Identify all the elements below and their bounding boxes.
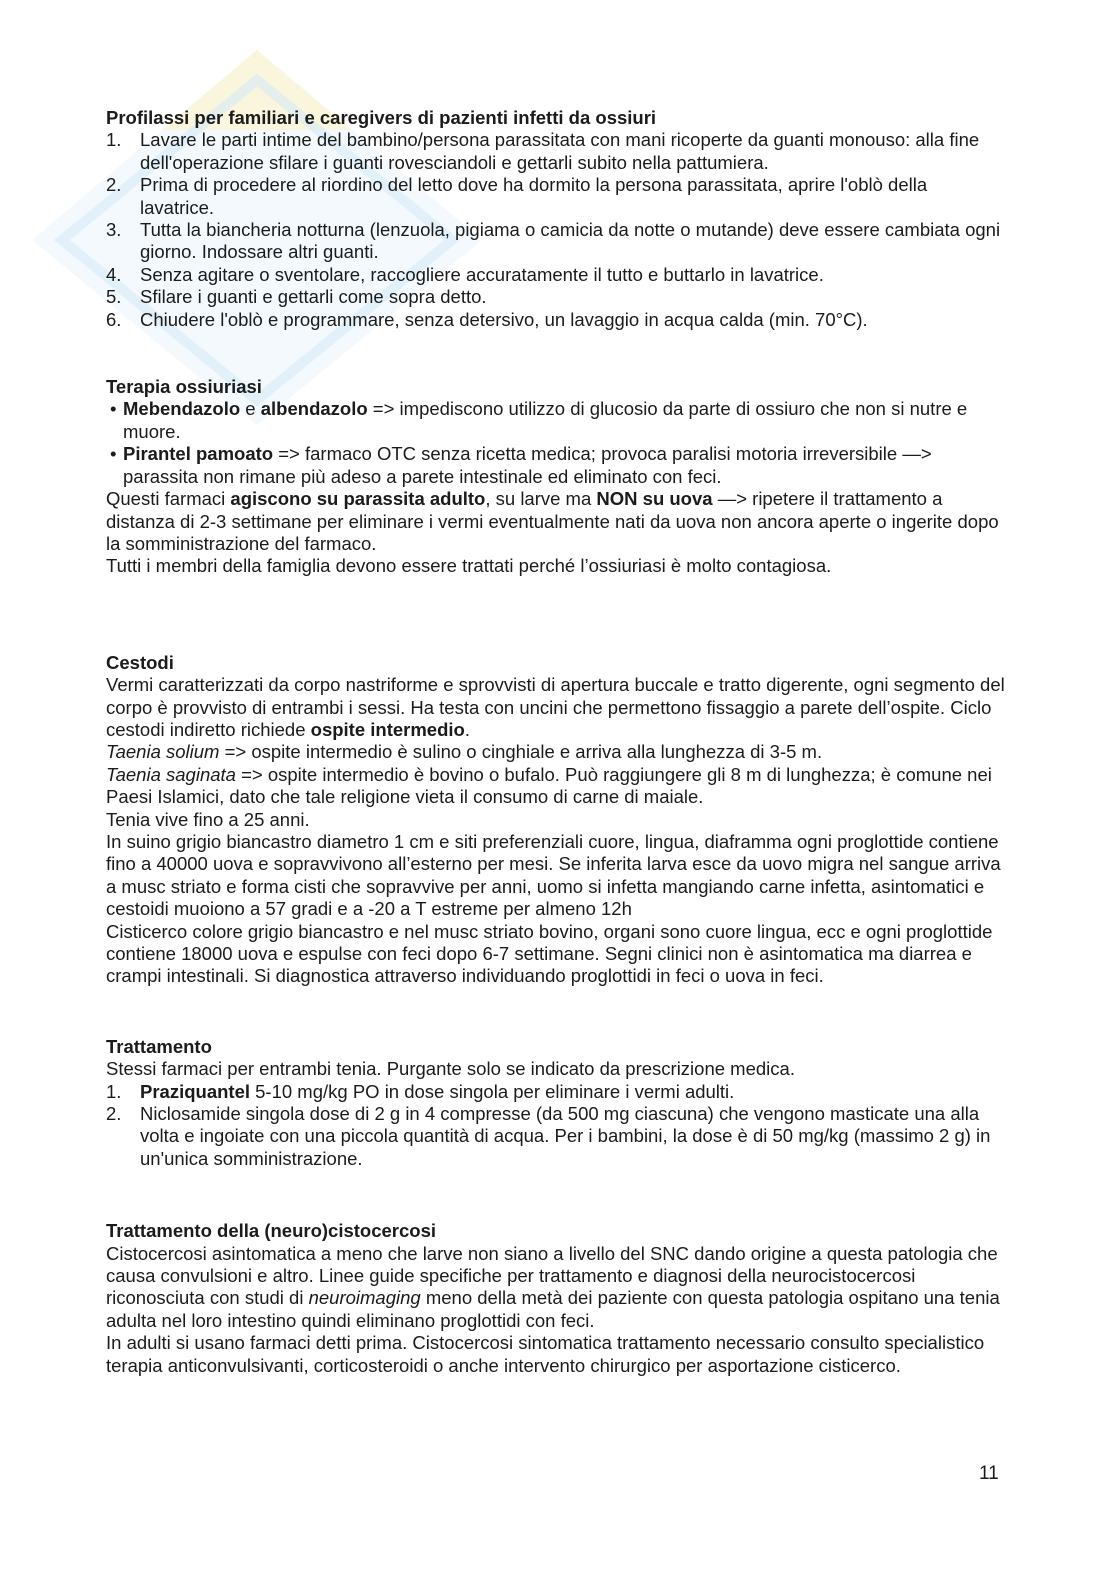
numbered-item <box>106 129 1006 174</box>
bold-term: Praziquantel <box>140 1080 250 1102</box>
text-run: —> ripetere il trattamento a distanza di 2-3 settimane per eliminare i vermi eventualmente nati da uova non ancora aperte o ingerite dopo la somministrazione del farmaco. <box>106 488 999 554</box>
item-text <box>140 286 1006 308</box>
item-text <box>123 443 1006 488</box>
section-heading: Cestodi <box>106 651 174 673</box>
numbered-item <box>106 286 1006 308</box>
text-run: In suino grigio biancastro diametro 1 cm e siti preferenziali cuore, lingua, diaframma ogni proglottide contiene fino a 40000 uova e sopravvivono all’esterno per mesi. Se inferita larva esce da uovo migra nel sangue arriva a musc striato e forma cisti che sopravvive per anni, uomo si infetta mangiando carne infetta, asintomatici e cestoidi muoiono a 57 gradi e a -20 a T estreme per almeno 12h <box>106 830 1001 920</box>
document-body <box>106 107 1006 1377</box>
text-run: => farmaco OTC senza ricetta medica; provoca paralisi motoria irreversibile —> parassita non rimane più adeso a parete intestinale ed eliminato con feci. <box>123 443 932 487</box>
numbered-item <box>106 1081 1006 1103</box>
text-run: Tenia vive fino a 25 anni. <box>106 808 310 830</box>
bullet-icon: • <box>110 443 117 465</box>
text-run: Vermi caratterizzati da corpo nastriforme e sprovvisti di apertura buccale e tratto digerente, ogni segmento del corpo è provvisto di entrambi i sessi. Ha testa con uncini che permettono fissaggio a parete dell’ospite. Ciclo cestodi indiretto richiede <box>106 674 1005 740</box>
text-run: Stessi farmaci per entrambi tenia. Purgante solo se indicato da prescrizione medica. <box>106 1058 795 1080</box>
numbered-list <box>106 1081 1006 1171</box>
text-run: . <box>464 718 470 740</box>
bold-term: Pirantel pamoato <box>123 443 274 465</box>
paragraph <box>106 1243 1006 1333</box>
section-heading: Terapia ossiuriasi <box>106 376 262 398</box>
numbered-item <box>106 219 1006 264</box>
item-number: 3. <box>106 219 122 241</box>
text-run: Niclosamide singola dose di 2 g in 4 compresse (da 500 mg ciascuna) che vengono masticate una alla volta e ingoiate con una piccola quantità di acqua. Per i bambini, la dose è di 50 mg/kg (massimo 2 g) in un'unica somministrazione. <box>140 1103 991 1169</box>
item-number: 5. <box>106 286 122 308</box>
page-number: 11 <box>979 1463 999 1484</box>
paragraph <box>106 555 1006 577</box>
item-text <box>140 1081 1006 1103</box>
text-run: => ospite intermedio è sulino o cinghiale e arriva alla lunghezza di 3-5 m. <box>219 741 823 763</box>
numbered-item <box>106 174 1006 219</box>
section-2 <box>106 376 1006 578</box>
italic-term: neuroimaging <box>308 1287 421 1309</box>
bullet-item <box>106 398 1006 443</box>
text-run: Cistocercosi asintomatica a meno che larve non siano a livello del SNC dando origine a questa patologia che causa convulsioni e altro. Linee guide specifiche per trattamento e diagnosi della neurocistocercosi riconosciuta con studi di <box>106 1242 998 1309</box>
numbered-item <box>106 1103 1006 1170</box>
numbered-item <box>106 264 1006 286</box>
text-run: , su larve ma <box>485 488 597 510</box>
section-heading: Trattamento della (neuro)cistocercosi <box>106 1220 437 1242</box>
item-number: 1. <box>106 129 122 151</box>
bold-term: albendazolo <box>260 398 368 420</box>
section-heading: Profilassi per familiari e caregivers di pazienti infetti da ossiuri <box>106 107 657 128</box>
section-3 <box>106 652 1006 988</box>
text-run: Questi farmaci <box>106 488 231 510</box>
text-run: Cisticerco colore grigio biancastro e nel musc striato bovino, organi sono cuore lingua, ecc e ogni proglottide contiene 18000 uova e espulse con feci dopo 6-7 settimane. Segni clinici non è asintomatica ma diarrea e crampi intestinali. Si diagnostica attraverso individuando proglottidi in feci o uova in feci. <box>106 920 993 987</box>
bullet-list <box>106 398 1006 488</box>
text-run: Sfilare i guanti e gettarli come sopra detto. <box>140 286 487 308</box>
item-text <box>123 398 1006 443</box>
bold-term: ospite intermedio <box>310 718 465 740</box>
paragraph <box>106 831 1006 921</box>
paragraph <box>106 1058 1006 1080</box>
bold-term: Mebendazolo <box>123 398 241 420</box>
numbered-list <box>106 129 1006 331</box>
bullet-item <box>106 443 1006 488</box>
text-run: 5-10 mg/kg PO in dose singola per eliminare i vermi adulti. <box>250 1080 735 1102</box>
bold-term: NON su uova <box>596 488 713 510</box>
item-number: 2. <box>106 1103 122 1125</box>
text-run: e <box>240 398 261 420</box>
item-text <box>140 129 1006 174</box>
section-1 <box>106 107 1006 331</box>
text-run: Tutta la biancheria notturna (lenzuola, pigiama o camicia da notte o mutande) deve essere cambiata ogni giorno. Indossare altri guanti. <box>140 219 1001 263</box>
text-run: Lavare le parti intime del bambino/persona parassitata con mani ricoperte da guanti monouso: alla fine dell'operazione sfilare i guanti rovesciandoli e gettarli subito nella pattumiera. <box>140 129 980 173</box>
section-4 <box>106 1036 1006 1170</box>
item-text <box>140 174 1006 219</box>
paragraph <box>106 741 1006 763</box>
bullet-icon: • <box>110 398 117 420</box>
text-run: => impediscono utilizzo di glucosio da parte di ossiuro che non si nutre e muore. <box>123 398 968 442</box>
item-number: 1. <box>106 1080 122 1102</box>
text-run: => ospite intermedio è bovino o bufalo. Può raggiungere gli 8 m di lunghezza; è comune nei Paesi Islamici, dato che tale religione vieta il consumo di carne di maiale. <box>106 763 992 808</box>
paragraph <box>106 674 1006 741</box>
paragraph <box>106 764 1006 809</box>
paragraph <box>106 921 1006 988</box>
bold-term: agiscono su parassita adulto <box>230 488 486 510</box>
item-text <box>140 264 1006 286</box>
numbered-item <box>106 309 1006 331</box>
item-text <box>140 309 1006 331</box>
paragraph <box>106 809 1006 831</box>
text-run: Tutti i membri della famiglia devono essere trattati perché l’ossiuriasi è molto contagiosa. <box>106 555 832 577</box>
italic-term: Taenia solium <box>106 741 220 763</box>
section-5 <box>106 1220 1006 1377</box>
text-run: Chiudere l'oblò e programmare, senza detersivo, un lavaggio in acqua calda (min. 70°C). <box>140 308 868 330</box>
text-run: Senza agitare o sventolare, raccogliere accuratamente il tutto e buttarlo in lavatrice. <box>140 263 824 285</box>
section-heading: Trattamento <box>106 1035 212 1057</box>
item-number: 2. <box>106 174 122 196</box>
italic-term: Taenia saginata <box>106 763 236 785</box>
text-run: Prima di procedere al riordino del letto dove ha dormito la persona parassitata, aprire l'oblò della lavatrice. <box>140 174 928 218</box>
item-text <box>140 1103 1006 1170</box>
paragraph <box>106 1332 1006 1377</box>
text-run: In adulti si usano farmaci detti prima. Cistocercosi sintomatica trattamento necessario consulto specialistico terapia anticonvulsivanti, corticosteroidi o anche intervento chirurgico per asportazione cisticerco. <box>106 1332 985 1376</box>
paragraph <box>106 488 1006 555</box>
item-text <box>140 219 1006 264</box>
text-run: meno della metà dei paziente con questa patologia ospitano una tenia adulta nel loro intestino quindi eliminano proglottidi con feci. <box>106 1287 1000 1331</box>
item-number: 6. <box>106 308 122 330</box>
item-number: 4. <box>106 263 122 285</box>
